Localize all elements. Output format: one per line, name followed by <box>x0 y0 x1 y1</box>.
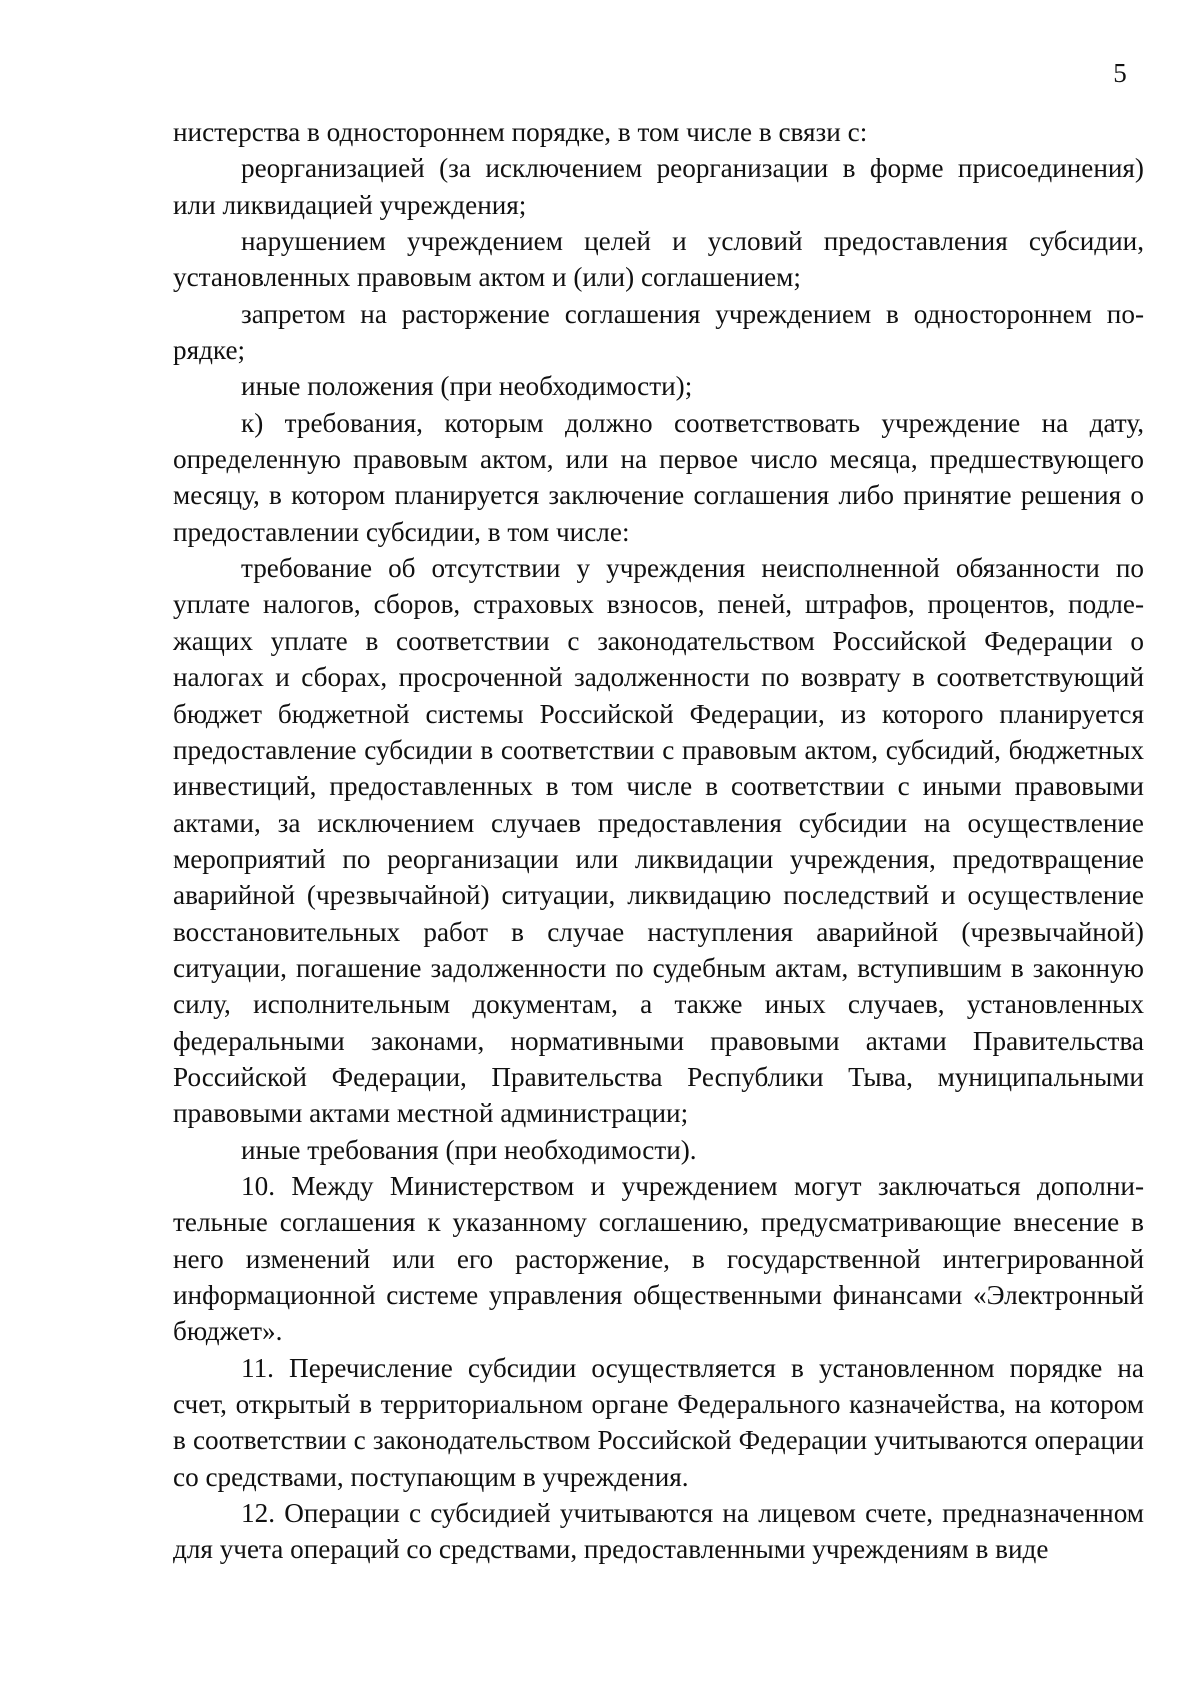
document-body <box>173 114 1144 1568</box>
paragraph: иные положения (при необходимости); <box>241 371 693 402</box>
paragraph: 10. Между Министерством и учреждением могут заключаться дополнительные соглашения к указанному соглашению, предусматривающие внесение в него изменений или его расторжение, в государственной интегрированной информационной системе управления общественными финансами «Электронный бюджет». <box>173 1170 1144 1347</box>
paragraph: реорганизацией (за исключением реорганизации в форме присоединения) или ликвидацией учреждения; <box>173 153 1144 220</box>
paragraph: 12. Операции с субсидией учитываются на лицевом счете, предназначенном для учета операций со средствами, предоставленными учреждениям в виде <box>173 1498 1144 1565</box>
paragraph: нарушением учреждением целей и условий предоставления субсидии, установленных правовым актом и (или) соглашением; <box>173 226 1144 293</box>
page-number: 5 <box>1113 58 1127 88</box>
paragraph: запретом на расторжение соглашения учреждением в одностороннем порядке; <box>173 298 1144 366</box>
paragraph: требование об отсутствии у учреждения неисполненной обязанности по уплате налогов, сборов, страховых взносов, пеней, штрафов, процентов, подлежащих уплате в соответствии с законодательством Российской Федерации о налогах и сборах, просроченной задолженности по возврату в соответствующий бюджет бюджетной системы Российской Федерации, из которого планируется предоставление субсидии в соответствии с правовым актом, субсидий, бюджетных инвестиций, предоставленных в том числе в соответствии с иными правовыми актами, за исключением случаев предоставления субсидии на осуществление мероприятий по реорганизации или ликвидации учреждения, предотвращение аварийной (чрезвычайной) ситуации, ликвидацию последствий и осуществление восстановительных работ в случае наступления аварийной (чрезвычайной) ситуации, погашение задолженности по судебным актам, вступившим в законную силу, исполнительным документам, а также иных случаев, установленных федеральными законами, нормативными правовыми актами Правительства Российской Федерации, Правительства Республики Тыва, муниципальными правовыми актами местной администрации; <box>173 553 1144 1129</box>
paragraph: 11. Перечисление субсидии осуществляется в установленном порядке на счет, открытый в территориальном органе Федерального казначейства, на котором в соответствии с законодательством Российской Федерации учитываются операции со средствами, поступающим в учреждения. <box>173 1352 1144 1492</box>
paragraph: нистерства в одностороннем порядке, в том числе в связи с: <box>173 117 868 147</box>
paragraph: к) требования, которым должно соответствовать учреждение на дату, определенную правовым актом, или на первое число месяца, предшествующего месяцу, в котором планируется заключение соглашения либо принятие решения о предоставлении субсидии, в том числе: <box>173 407 1144 547</box>
paragraph: иные требования (при необходимости). <box>241 1134 697 1165</box>
